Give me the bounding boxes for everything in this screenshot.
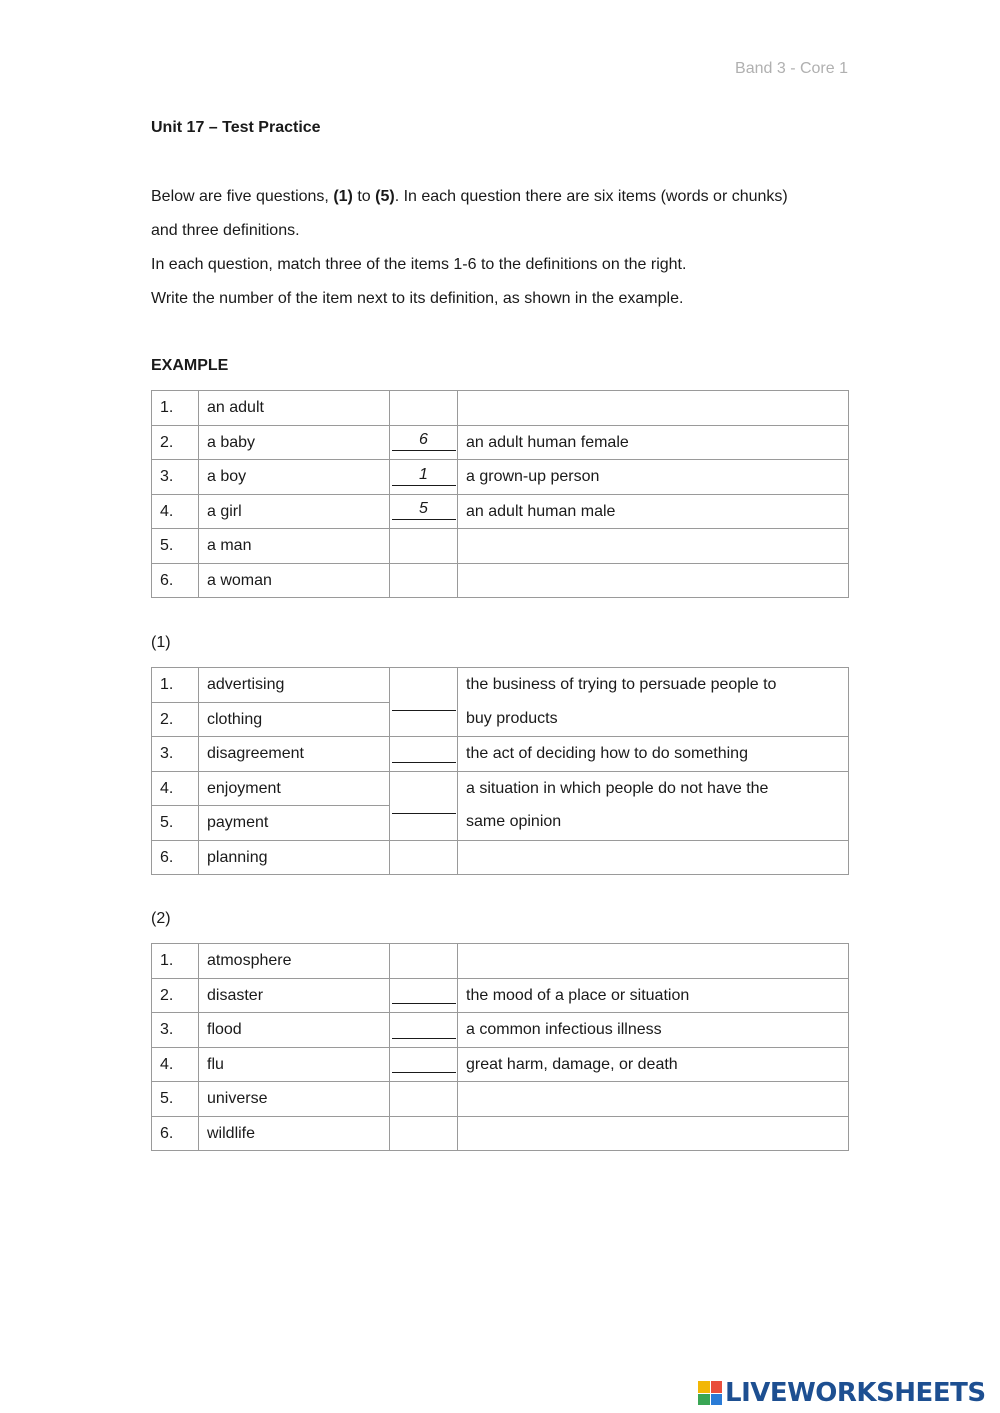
answer-cell [390, 737, 458, 772]
question-2-label: (2) [151, 910, 171, 927]
answer-cell [390, 1013, 458, 1048]
table-row [152, 1013, 849, 1048]
table-row [152, 1116, 849, 1151]
item-word: a boy [199, 460, 390, 495]
question-1-label: (1) [151, 634, 171, 651]
answer-field: 6 [392, 430, 456, 451]
question-1-table [151, 667, 849, 875]
item-number: 5. [152, 1082, 199, 1117]
liveworksheets-icon [698, 1381, 722, 1405]
item-word: universe [199, 1082, 390, 1117]
answer-field[interactable] [392, 983, 456, 1004]
item-word: an adult [199, 391, 390, 426]
item-number: 6. [152, 563, 199, 598]
empty-cell [390, 1082, 458, 1117]
answer-field: 5 [392, 499, 456, 520]
item-number: 5. [152, 806, 199, 841]
instruction-line-2: and three definitions. [151, 222, 300, 239]
definition: a situation in which people do not have the same opinion [458, 771, 849, 840]
empty-cell [458, 1116, 849, 1151]
empty-cell [390, 529, 458, 564]
definition: the mood of a place or situation [458, 978, 849, 1013]
item-word: atmosphere [199, 944, 390, 979]
answer-field[interactable] [392, 1052, 456, 1073]
definition: the business of trying to persuade people to buy products [458, 668, 849, 737]
empty-cell [458, 1082, 849, 1117]
item-number: 4. [152, 1047, 199, 1082]
instruction-line-4: Write the number of the item next to its definition, as shown in the example. [151, 290, 684, 307]
table-row [152, 978, 849, 1013]
item-number: 1. [152, 944, 199, 979]
instruction-line-1: Below are five questions, (1) to (5). In each question there are six items (words or chunks) [151, 188, 788, 205]
item-number: 6. [152, 1116, 199, 1151]
table-row [152, 494, 849, 529]
empty-cell [390, 391, 458, 426]
answer-cell [390, 771, 458, 840]
empty-cell [390, 1116, 458, 1151]
item-word: disaster [199, 978, 390, 1013]
empty-cell [458, 529, 849, 564]
item-number: 4. [152, 771, 199, 806]
definition: great harm, damage, or death [458, 1047, 849, 1082]
answer-field: 1 [392, 465, 456, 486]
answer-cell [390, 668, 458, 737]
answer-cell [390, 460, 458, 495]
definition: an adult human female [458, 425, 849, 460]
empty-cell [390, 840, 458, 875]
empty-cell [390, 944, 458, 979]
empty-cell [458, 944, 849, 979]
definition: a grown-up person [458, 460, 849, 495]
answer-field[interactable] [392, 793, 456, 814]
item-number: 5. [152, 529, 199, 564]
item-word: enjoyment [199, 771, 390, 806]
table-row [152, 529, 849, 564]
definition: a common infectious illness [458, 1013, 849, 1048]
empty-cell [458, 840, 849, 875]
definition: the act of deciding how to do something [458, 737, 849, 772]
page-title: Unit 17 – Test Practice [151, 119, 321, 136]
answer-cell [390, 425, 458, 460]
page-header-band: Band 3 - Core 1 [735, 60, 848, 77]
table-row [152, 944, 849, 979]
table-row [152, 563, 849, 598]
answer-cell [390, 1047, 458, 1082]
table-row [152, 771, 849, 806]
answer-field[interactable] [392, 1018, 456, 1039]
item-word: planning [199, 840, 390, 875]
item-word: clothing [199, 702, 390, 737]
table-row [152, 737, 849, 772]
item-word: advertising [199, 668, 390, 703]
item-word: flood [199, 1013, 390, 1048]
item-word: a woman [199, 563, 390, 598]
table-row [152, 391, 849, 426]
example-label: EXAMPLE [151, 357, 229, 374]
table-row [152, 460, 849, 495]
item-number: 4. [152, 494, 199, 529]
item-number: 1. [152, 668, 199, 703]
answer-field[interactable] [392, 690, 456, 711]
table-row [152, 668, 849, 703]
item-number: 3. [152, 737, 199, 772]
item-number: 3. [152, 1013, 199, 1048]
item-number: 2. [152, 702, 199, 737]
item-word: a man [199, 529, 390, 564]
liveworksheets-logo[interactable] [698, 1378, 986, 1408]
item-word: a girl [199, 494, 390, 529]
item-word: a baby [199, 425, 390, 460]
answer-cell [390, 494, 458, 529]
instruction-line-3: In each question, match three of the items 1-6 to the definitions on the right. [151, 256, 687, 273]
item-number: 6. [152, 840, 199, 875]
item-word: wildlife [199, 1116, 390, 1151]
answer-field[interactable] [392, 742, 456, 763]
item-word: flu [199, 1047, 390, 1082]
instructions [151, 186, 851, 322]
example-table [151, 390, 849, 598]
table-row [152, 1082, 849, 1117]
empty-cell [458, 391, 849, 426]
item-number: 1. [152, 391, 199, 426]
item-word: disagreement [199, 737, 390, 772]
logo-text: LIVEWORKSHEETS [725, 1378, 986, 1408]
empty-cell [390, 563, 458, 598]
item-number: 3. [152, 460, 199, 495]
item-word: payment [199, 806, 390, 841]
table-row [152, 840, 849, 875]
table-row [152, 425, 849, 460]
answer-cell [390, 978, 458, 1013]
table-row [152, 1047, 849, 1082]
question-2-table [151, 943, 849, 1151]
empty-cell [458, 563, 849, 598]
item-number: 2. [152, 978, 199, 1013]
item-number: 2. [152, 425, 199, 460]
definition: an adult human male [458, 494, 849, 529]
